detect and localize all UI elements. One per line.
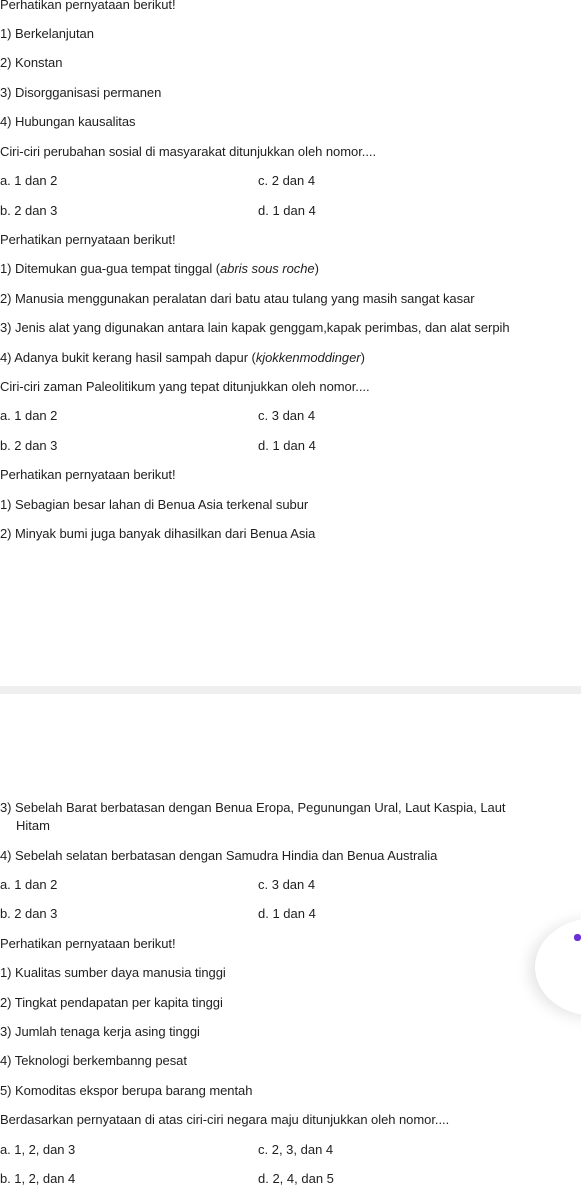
floating-panel-edge bbox=[535, 918, 581, 1016]
q4-option-c[interactable]: c. 2, 3, dan 4 bbox=[258, 1142, 334, 1157]
q1-intro: Perhatikan pernyataan berikut! bbox=[0, 0, 176, 12]
q1-item-3: 3) Disorgganisasi permanen bbox=[0, 85, 162, 100]
q3-option-d[interactable]: d. 1 dan 4 bbox=[258, 906, 316, 921]
q3-item-1: 1) Sebagian besar lahan di Benua Asia terkenal subur bbox=[0, 497, 309, 512]
q3-item-3-cont: Hitam bbox=[16, 818, 50, 833]
q3-item-4: 4) Sebelah selatan berbatasan dengan Samudra Hindia dan Benua Australia bbox=[0, 848, 438, 863]
q2-item-4-term: kjokkenmoddinger bbox=[255, 350, 361, 365]
q2-option-a[interactable]: a. 1 dan 2 bbox=[0, 408, 58, 423]
q2-option-d[interactable]: d. 1 dan 4 bbox=[258, 438, 316, 453]
q4-item-3: 3) Jumlah tenaga kerja asing tinggi bbox=[0, 1024, 200, 1039]
q4-intro: Perhatikan pernyataan berikut! bbox=[0, 936, 176, 951]
q4-option-d[interactable]: d. 2, 4, dan 5 bbox=[258, 1171, 334, 1186]
q4-option-a[interactable]: a. 1, 2, dan 3 bbox=[0, 1142, 76, 1157]
q2-item-1-term: abris sous roche bbox=[220, 261, 315, 276]
q1-option-a[interactable]: a. 1 dan 2 bbox=[0, 173, 58, 188]
q1-option-d[interactable]: d. 1 dan 4 bbox=[258, 203, 316, 218]
q4-item-5: 5) Komoditas ekspor berupa barang mentah bbox=[0, 1083, 253, 1098]
q1-item-1: 1) Berkelanjutan bbox=[0, 26, 94, 41]
q2-question: Ciri-ciri zaman Paleolitikum yang tepat ditunjukkan oleh nomor.... bbox=[0, 379, 370, 394]
q1-item-2: 2) Konstan bbox=[0, 55, 63, 70]
q1-item-4: 4) Hubungan kausalitas bbox=[0, 114, 136, 129]
q2-option-c[interactable]: c. 3 dan 4 bbox=[258, 408, 316, 423]
q3-option-a[interactable]: a. 1 dan 2 bbox=[0, 877, 58, 892]
q3-item-3: 3) Sebelah Barat berbatasan dengan Benua Eropa, Pegunungan Ural, Laut Kaspia, Laut bbox=[0, 800, 506, 815]
q2-item-2: 2) Manusia menggunakan peralatan dari batu atau tulang yang masih sangat kasar bbox=[0, 291, 475, 306]
q3-item-2: 2) Minyak bumi juga banyak dihasilkan dari Benua Asia bbox=[0, 526, 316, 541]
q1-option-c[interactable]: c. 2 dan 4 bbox=[258, 173, 316, 188]
q2-item-3: 3) Jenis alat yang digunakan antara lain kapak genggam,kapak perimbas, dan alat serpih bbox=[0, 320, 510, 335]
q2-intro: Perhatikan pernyataan berikut! bbox=[0, 232, 176, 247]
q1-option-b[interactable]: b. 2 dan 3 bbox=[0, 203, 58, 218]
q2-item-4: 4) Adanya bukit kerang hasil sampah dapur (kjokkenmoddinger) bbox=[0, 350, 365, 365]
q3-option-b[interactable]: b. 2 dan 3 bbox=[0, 906, 58, 921]
q4-option-b[interactable]: b. 1, 2, dan 4 bbox=[0, 1171, 76, 1186]
q4-question: Berdasarkan pernyataan di atas ciri-ciri negara maju ditunjukkan oleh nomor.... bbox=[0, 1112, 450, 1127]
accent-dot bbox=[574, 934, 581, 941]
q2-item-1: 1) Ditemukan gua-gua tempat tinggal (abris sous roche) bbox=[0, 261, 319, 276]
q4-item-2: 2) Tingkat pendapatan per kapita tinggi bbox=[0, 995, 223, 1010]
q4-item-4: 4) Teknologi berkembanng pesat bbox=[0, 1053, 187, 1068]
q2-option-b[interactable]: b. 2 dan 3 bbox=[0, 438, 58, 453]
q3-option-c[interactable]: c. 3 dan 4 bbox=[258, 877, 316, 892]
section-divider bbox=[0, 686, 581, 694]
q3-intro: Perhatikan pernyataan berikut! bbox=[0, 467, 176, 482]
q4-item-1: 1) Kualitas sumber daya manusia tinggi bbox=[0, 965, 226, 980]
q1-question: Ciri-ciri perubahan sosial di masyarakat ditunjukkan oleh nomor.... bbox=[0, 144, 376, 159]
